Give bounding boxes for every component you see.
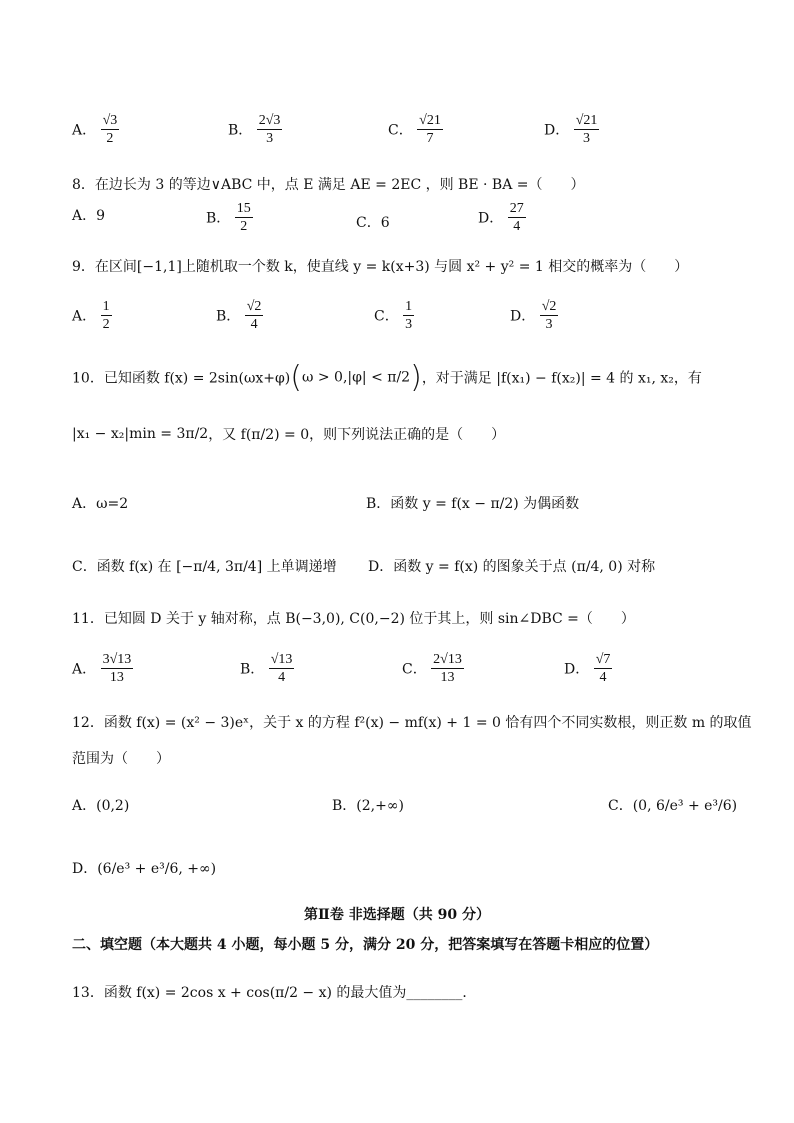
q11-option-b <box>240 651 294 686</box>
q9-option-a <box>72 298 112 333</box>
paren: ) <box>410 360 422 395</box>
numerator: √2 <box>246 299 262 314</box>
fraction <box>431 651 464 686</box>
q12-option-b: B．(2,+∞) <box>332 798 404 814</box>
numerator: √2 <box>541 299 557 314</box>
option-value: 6 <box>380 215 390 231</box>
q12-option-d: D．(6/e³ + e³/6, +∞) <box>72 861 217 877</box>
q10-condition: ω > 0,|φ| < π/2 <box>301 369 411 386</box>
q11-option-a <box>72 651 133 686</box>
option-value: 9 <box>96 208 106 224</box>
fraction <box>235 200 253 235</box>
numerator: 1 <box>405 299 413 314</box>
numerator: 1 <box>102 299 110 314</box>
fraction <box>101 112 120 147</box>
q10-stem-line2 <box>72 424 505 444</box>
denominator: 13 <box>109 670 124 685</box>
option-letter: D． <box>544 122 570 139</box>
numerator: √21 <box>419 113 441 128</box>
denominator: 4 <box>250 317 258 332</box>
q12-stem-line2: 范围为（ ） <box>72 751 170 767</box>
q10-function: 10．已知函数 f(x) = 2sin(ωx+φ) <box>72 370 291 387</box>
q8-stem: 8．在边长为 3 的等边∨ABC 中，点 E 满足 AE = 2EC ，则 BE · BA =（ ） <box>72 177 585 193</box>
q10-option-d: D．函数 y = f(x) 的图象关于点 (π/4, 0) 对称 <box>368 559 656 575</box>
fraction <box>403 298 414 333</box>
option-letter: B． <box>206 210 231 227</box>
q8-option-d <box>478 200 526 235</box>
q7-option-a <box>72 112 119 147</box>
q7-option-c <box>388 112 443 147</box>
denominator: 4 <box>278 670 286 685</box>
fraction <box>269 651 295 686</box>
denominator: 2 <box>102 317 110 332</box>
denominator: 3 <box>583 131 591 146</box>
fraction <box>417 112 443 147</box>
q9-option-d <box>510 298 558 333</box>
fraction <box>508 200 526 235</box>
numerator: 15 <box>236 201 251 216</box>
denominator: 3 <box>266 131 274 146</box>
denominator: 2 <box>106 131 114 146</box>
q10-stem-line1 <box>72 360 702 395</box>
q12-option-c: C．(0, 6/e³ + e³/6) <box>608 798 738 814</box>
numerator: 3√13 <box>102 652 132 667</box>
option-letter: B． <box>240 661 265 678</box>
denominator: 3 <box>405 317 413 332</box>
option-letter: D． <box>478 210 504 227</box>
option-letter: D． <box>564 661 590 678</box>
denominator: 7 <box>426 131 434 146</box>
option-letter: C． <box>388 122 413 139</box>
denominator: 4 <box>599 670 607 685</box>
fraction <box>101 651 134 686</box>
option-letter: A． <box>72 122 97 139</box>
q12-stem-line1: 12．函数 f(x) = (x² − 3)eˣ，关于 x 的方程 f²(x) − mf(x) + 1 = 0 恰有四个不同实数根，则正数 m 的取值 <box>72 715 752 731</box>
denominator: 3 <box>545 317 553 332</box>
fraction <box>257 112 283 147</box>
fraction <box>101 298 112 333</box>
q8-option-a <box>72 205 105 225</box>
q8-option-c <box>356 212 390 232</box>
option-letter: B． <box>228 122 253 139</box>
denominator: 4 <box>513 219 521 234</box>
q10-option-c: C．函数 f(x) 在 [−π/4, 3π/4] 上单调递增 <box>72 559 337 575</box>
q11-option-d <box>564 651 612 686</box>
numerator: 2√3 <box>258 113 281 128</box>
numerator: 2√13 <box>433 652 462 667</box>
option-letter: C． <box>402 661 427 678</box>
option-letter: A． <box>72 208 97 224</box>
option-letter: C． <box>374 308 399 325</box>
q10-min-value: 3π/2 <box>176 426 209 442</box>
q8-option-b <box>206 200 253 235</box>
numerator: √21 <box>575 113 598 128</box>
q10-stem-question: ，又 f(π/2) = 0，则下列说法正确的是（ ） <box>208 427 506 443</box>
q10-option-a: A．ω=2 <box>72 496 129 512</box>
numerator: √3 <box>102 113 118 128</box>
q12-option-a: A．(0,2) <box>72 798 130 814</box>
numerator: 27 <box>509 201 524 216</box>
option-letter: B． <box>216 308 241 325</box>
numerator: √13 <box>270 652 293 667</box>
paren: ( <box>290 360 302 395</box>
option-letter: C． <box>356 215 381 231</box>
fraction <box>245 298 264 333</box>
section-subtitle: 二、填空题（本大题共 4 小题，每小题 5 分，满分 20 分，把答案填写在答题卡相应的位置） <box>72 937 659 953</box>
q9-stem: 9．在区间[−1,1]上随机取一个数 k，使直线 y = k(x+3) 与圆 x² + y² = 1 相交的概率为（ ） <box>72 259 689 275</box>
denominator: 13 <box>440 670 455 685</box>
q10-stem-rest: ，对于满足 |f(x₁) − f(x₂)| = 4 的 x₁, x₂，有 <box>421 370 702 387</box>
q13-stem: 13．函数 f(x) = 2cos x + cos(π/2 − x) 的最大值为________． <box>72 985 477 1001</box>
q7-option-b <box>228 112 282 147</box>
option-letter: D． <box>510 308 536 325</box>
q10-option-b: B．函数 y = f(x − π/2) 为偶函数 <box>366 496 580 512</box>
fraction <box>574 112 600 147</box>
denominator: 2 <box>240 219 248 234</box>
q11-stem: 11．已知圆 D 关于 y 轴对称，点 B(−3,0), C(0,−2) 位于其上，则 sin∠DBC =（ ） <box>72 611 635 627</box>
section-title: 第Ⅱ卷 非选择题（共 90 分） <box>304 907 490 923</box>
fraction <box>540 298 559 333</box>
q9-option-b <box>216 298 263 333</box>
option-letter: A． <box>72 661 97 678</box>
q9-option-c <box>374 298 414 333</box>
fraction <box>594 651 613 686</box>
q11-option-c <box>402 651 464 686</box>
option-letter: A． <box>72 308 97 325</box>
q10-min-distance: |x₁ − x₂|min = <box>72 426 173 442</box>
q7-option-d <box>544 112 599 147</box>
numerator: √7 <box>595 652 611 667</box>
